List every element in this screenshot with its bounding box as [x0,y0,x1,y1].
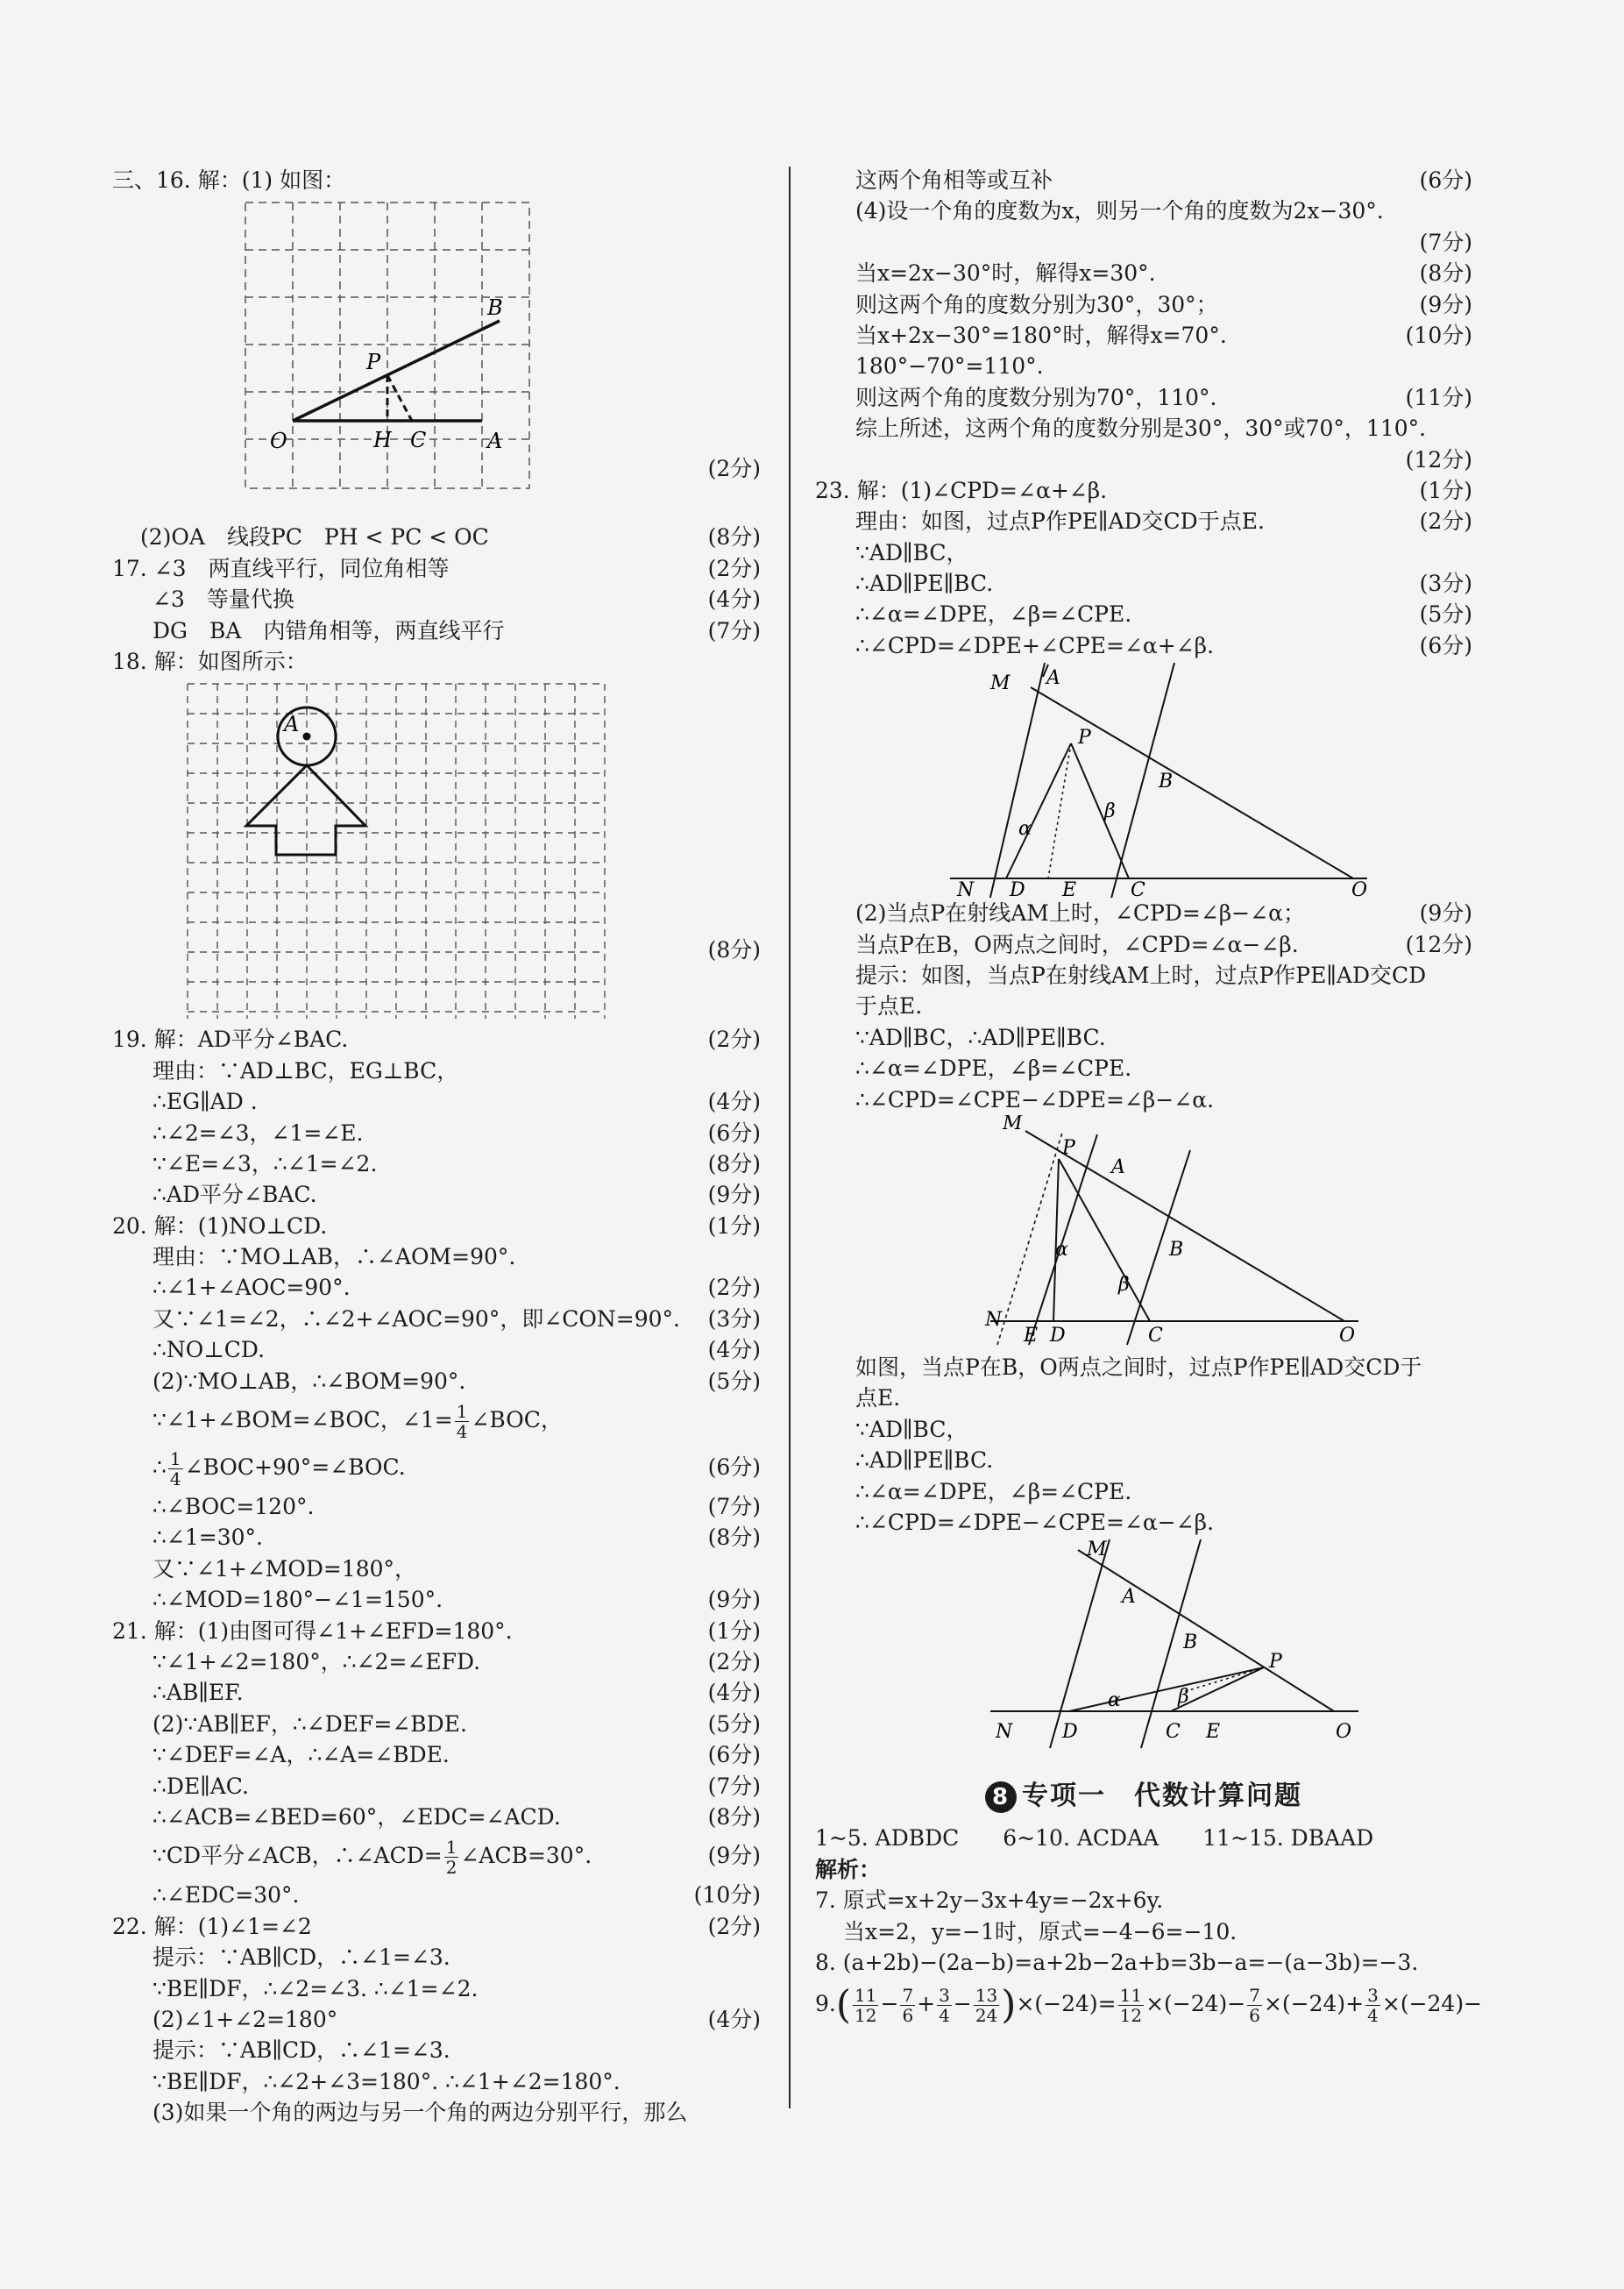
text-line: 17. ∠3 两直线平行，同位角相等 (2分) [112,553,761,584]
text-line: ∴∠CPD=∠CPE−∠DPE=∠β−∠α. [855,1086,1215,1113]
section-number-badge: 8 [985,1781,1017,1813]
fig1-label: α [1018,818,1032,841]
text-line: DG BA 内错角相等，两直线平行 (7分) [112,615,761,646]
fig3-label: E [1206,1721,1221,1744]
q16-figure [112,195,761,522]
label-a: A [487,429,503,454]
score: (9分) [1419,291,1472,317]
text-line: (2)当点P在射线AM上时，∠CPD=∠β−∠α； (9分) [815,898,1472,928]
score: (8分) [707,1803,761,1830]
q20-part-a [112,1211,761,1397]
fraction: $\frac{1}{4}$ [169,1448,181,1490]
text-line: ∴∠α=∠DPE，∠β=∠CPE. (5分) [815,599,1472,629]
fig2-label: A [1111,1155,1125,1178]
point-a [303,733,311,741]
fig1-label: P [1078,727,1091,750]
text-line: ∵BE∥DF，∴∠2=∠3. ∴∠1=∠2. [152,1975,479,2001]
score: (5分) [707,1710,761,1737]
q21-fraction-line: ∵CD平分∠ACB，∴∠ACD= $\frac{1}{2}$ ∠ACB=30°. (9分) [152,1837,761,1879]
text-line: 当点P在B，O两点之间时，∠CPD=∠α−∠β. (12分) [815,929,1472,960]
score: (7分) [707,1494,761,1520]
score: (8分) [707,1525,761,1551]
text-line: ∴AD平分∠BAC. (9分) [112,1179,761,1210]
text-line: ∠3 等量代换 (4分) [112,584,761,615]
fig3-label: C [1166,1721,1181,1744]
text-line: ∵AD∥BC， [855,1416,968,1442]
text-line: ∴∠α=∠DPE，∠β=∠CPE. [855,1478,1132,1504]
left-column [112,165,761,2128]
ray-ob [293,321,500,421]
text-line: 如图，当点P在B，O两点之间时，过点P作PE∥AD交CD于 [855,1354,1422,1380]
q22 [112,1911,761,2129]
q22-continued [815,165,1472,475]
text-line: 提示：如图，当点P在射线AM上时，过点P作PE∥AD交CD [855,963,1427,989]
text-line: ∴∠BOC=120°. (7分) [112,1491,761,1522]
fig1-label: E [1062,879,1077,899]
text-line: ∴NO⊥CD. (4分) [112,1334,761,1365]
text-line: 提示：∵AB∥CD，∴∠1=∠3. [152,1944,450,1971]
score: (1分) [707,1212,761,1239]
text-line: ∴AB∥EF. (4分) [112,1677,761,1708]
fig3-label: M [1087,1539,1107,1561]
q9-line: 9.( $\frac{11}{12}$ − $\frac{7}{6}$ + $\frac{3}{4}$ − $\frac{13}{24}$ )×(−24)= $\frac{11}{12}$ ×(−24)− $\frac{7}{6}$ ×(−24)+ $\frac{3}{4}$ ×(−24)− [815,1982,1483,2028]
score: (4分) [707,1680,761,1706]
text-line: 于点E. [855,993,923,1020]
fig1-label: M [990,672,1011,695]
score: (6分) [1419,632,1472,658]
score: (10分) [1405,322,1472,348]
score: (2分) [707,555,761,581]
q7-line-2: 当x=2，y=−1时，原式=−4−6=−10. [843,1918,1238,1944]
text-line: (3)如果一个角的两边与另一个角的两边分别平行，那么 [152,2100,688,2126]
score: (1分) [707,1617,761,1644]
label-o: O [270,429,287,454]
score: (7分) [1419,229,1472,255]
fig3-label: α [1108,1689,1121,1712]
label-c: C [410,428,427,453]
text-line: ∵AD∥BC，∴AD∥PE∥BC. [855,1024,1106,1050]
text-line: 23. 解：(1)∠CPD=∠α+∠β. (1分) [815,475,1472,506]
text-line: 点E. [855,1385,901,1411]
q18-heading: 18. 解：如图所示： [112,648,308,674]
text-line: 22. 解：(1)∠1=∠2 (2分) [112,1911,761,1942]
score: (2分) [707,1648,761,1674]
segment-pc [387,375,412,421]
score: (8分) [707,1150,761,1176]
column-divider [789,167,791,2108]
score: (12分) [1405,446,1472,473]
text-line: 则这两个角的度数分别为70°，110°. (11分) [815,382,1472,413]
fig2-label: P [1062,1136,1075,1159]
text-line: ∴∠CPD=∠DPE−∠CPE=∠α−∠β. [855,1509,1215,1535]
q23-part1 [815,475,1472,661]
geometry-figure-3 [815,1538,1472,1770]
label-h: H [373,428,392,453]
text-line: 综上所述，这两个角的度数分别是30°，30°或70°，110°. [855,416,1427,442]
score: (9分) [707,1587,761,1613]
fig2-label: N [985,1308,1003,1331]
text-line: 20. 解：(1)NO⊥CD. (1分) [112,1211,761,1241]
fig3-label: B [1183,1631,1198,1654]
text-line: 理由：如图，过点P作PE∥AD交CD于点E. (2分) [815,506,1472,537]
geometry-figure-2 [815,1115,1472,1352]
section-title: 专项一 代数计算问题 [1022,1781,1302,1812]
figure-outline [246,765,365,855]
score: (4分) [707,1337,761,1363]
fig2-label: B [1169,1238,1184,1261]
text-line: 提示：∵AB∥CD，∴∠1=∠3. [152,2037,450,2064]
score: (9分) [1419,900,1472,927]
q16-heading: 三、16. 解：(1) 如图： [112,167,346,193]
score: (4分) [707,1089,761,1115]
section-heading [815,1770,1472,1823]
text-line: (2)∵AB∥EF，∴∠DEF=∠BDE. (5分) [112,1709,761,1739]
grid-figure-q18 [112,677,761,1024]
score: (2分) [707,1913,761,1939]
fig2-label: E [1024,1324,1039,1347]
text-line: 19. 解：AD平分∠BAC. (2分) [112,1024,761,1055]
text-line: ∴AD∥PE∥BC. (3分) [815,568,1472,599]
score: (8分) [1419,260,1472,287]
text-line: ∴AD∥PE∥BC. [855,1447,994,1474]
text-line: ∴∠α=∠DPE，∠β=∠CPE. [855,1056,1132,1082]
q16-part2: (2)OA 线段PC PH < PC < OC (8分) [140,524,761,551]
score: (1分) [1419,477,1472,503]
score: (3分) [707,1305,761,1332]
fig1-label: D [1010,879,1025,899]
text-line: ∴∠MOD=180°−∠1=150°. (9分) [112,1584,761,1615]
q16-figure-score: (2分) [707,456,761,482]
fig1-label: β [1104,800,1116,823]
q20-fraction-line-1: ∵∠1+∠BOM=∠BOC，∠1= $\frac{1}{4}$ ∠BOC， [152,1401,563,1443]
fig1-label: A [1046,667,1060,690]
fig3-label: A [1122,1586,1136,1609]
q23-figure-2 [815,1115,1472,1352]
text-line: 21. 解：(1)由图可得∠1+∠EFD=180°. (1分) [112,1616,761,1646]
q7-line-1: 7. 原式=x+2y−3x+4y=−2x+6y. [815,1887,1164,1914]
text-line: ∴∠1+∠AOC=90°. (2分) [112,1272,761,1303]
score: (2分) [707,1027,761,1053]
geometry-figure-1 [815,661,1472,898]
score: (2分) [707,1275,761,1301]
score: (2分) [1419,508,1472,535]
text-line: 理由：∵AD⊥BC，EG⊥BC， [152,1057,459,1084]
text-line: ∵AD∥BC， [855,539,968,565]
text-line: (2)∠1+∠2=180° (4分) [112,2004,761,2035]
grid-figure-q16 [112,195,761,522]
q8-line: 8. (a+2b)−(2a−b)=a+2b−2a+b=3b−a=−(a−3b)=−3. [815,1949,1419,1975]
right-column [815,165,1483,2030]
text-line: 理由：∵MO⊥AB，∴∠AOM=90°. [152,1244,516,1270]
q23-figure-3 [815,1538,1472,1770]
text-line: ∴∠ACB=∠BED=60°，∠EDC=∠ACD. (8分) [112,1802,761,1832]
fig1-label: N [957,879,975,899]
fig3-label: D [1062,1721,1078,1744]
text-line: 当x=2x−30°时，解得x=30°. (8分) [815,258,1472,288]
text-line: ∵∠DEF=∠A，∴∠A=∠BDE. (6分) [112,1739,761,1770]
q18-figure-score: (8分) [707,937,761,963]
fig2-label: O [1339,1324,1356,1347]
q23-part3 [815,1352,1472,1538]
q20-fraction-line-2: ∴ $\frac{1}{4}$ ∠BOC+90°=∠BOC. (6分) [152,1448,761,1490]
text-line: ∵BE∥DF，∴∠2+∠3=180°. ∴∠1+∠2=180°. [152,2068,621,2094]
fig1-label: B [1159,771,1174,793]
score: (6分) [707,1120,761,1146]
fig2-label: C [1148,1324,1163,1347]
text-line: ∴EG∥AD . (4分) [112,1086,761,1117]
fig2-label: β [1118,1273,1130,1296]
fig1-label: O [1351,879,1368,899]
text-line: ∴∠2=∠3，∠1=∠E. (6分) [112,1118,761,1148]
analysis-label: 解析： [815,1856,882,1882]
score: (5分) [1419,601,1472,628]
fig3-label: β [1178,1686,1189,1709]
text-line: 则这两个角的度数分别为30°，30°； (9分) [815,289,1472,320]
text-line: ∵∠E=∠3，∴∠1=∠2. (8分) [112,1148,761,1179]
answer-key: 1~5. ADBDC 6~10. ACDAA 11~15. DBAAD [815,1825,1374,1852]
text-line: 又∵∠1+∠MOD=180°， [152,1555,417,1582]
label-a18: A [284,712,300,737]
q23-part2 [815,898,1472,1115]
score: (5分) [707,1368,761,1394]
text-line: 这两个角相等或互补 (6分) [815,165,1472,195]
fraction: $\frac{1}{4}$ [456,1401,468,1443]
text-line: 180°−70°=110°. [855,353,1044,380]
q23-figure-1 [815,661,1472,898]
text-line [815,444,1472,475]
fig1-label: C [1131,879,1145,899]
text-line [815,227,1472,258]
q20-part-b [112,1491,761,1616]
fig3-label: P [1269,1651,1282,1674]
score: (12分) [1405,931,1472,957]
score: (11分) [1405,384,1472,410]
text-line: ∴∠CPD=∠DPE+∠CPE=∠α+∠β. (6分) [815,630,1472,661]
text-line: 当x+2x−30°=180°时，解得x=70°. (10分) [815,320,1472,351]
score: (6分) [707,1742,761,1768]
fig3-label: O [1336,1721,1352,1744]
fraction: $\frac{1}{2}$ [445,1837,457,1879]
fig2-label: D [1050,1324,1066,1347]
fig2-label: α [1055,1238,1068,1261]
score: (7分) [707,1773,761,1799]
score: (7分) [707,617,761,643]
text-line: (4)设一个角的度数为x，则另一个角的度数为2x−30°. [855,198,1384,224]
fig3-label: N [996,1721,1013,1744]
label-b: B [487,295,503,321]
score: (3分) [1419,571,1472,597]
score: (4分) [707,2006,761,2032]
q17 [112,553,761,646]
fig2-label: M [1003,1114,1023,1134]
q21-part-a [112,1616,761,1833]
text-line: (2)∵MO⊥AB，∴∠BOM=90°. (5分) [112,1366,761,1397]
text-line: ∵∠1+∠2=180°，∴∠2=∠EFD. (2分) [112,1646,761,1677]
q19 [112,1024,761,1210]
q21-last: ∴∠EDC=30°. (10分) [152,1882,761,1909]
q18-figure [112,677,761,1024]
label-p: P [366,350,381,375]
text-line: ∴DE∥AC. (7分) [112,1771,761,1802]
text-line: 又∵∠1=∠2，∴∠2+∠AOC=90°，即∠CON=90°. (3分) [112,1304,761,1334]
text-line: ∴∠1=30°. (8分) [112,1522,761,1553]
score: (4分) [707,586,761,613]
score: (9分) [707,1182,761,1208]
score: (6分) [1419,167,1472,193]
